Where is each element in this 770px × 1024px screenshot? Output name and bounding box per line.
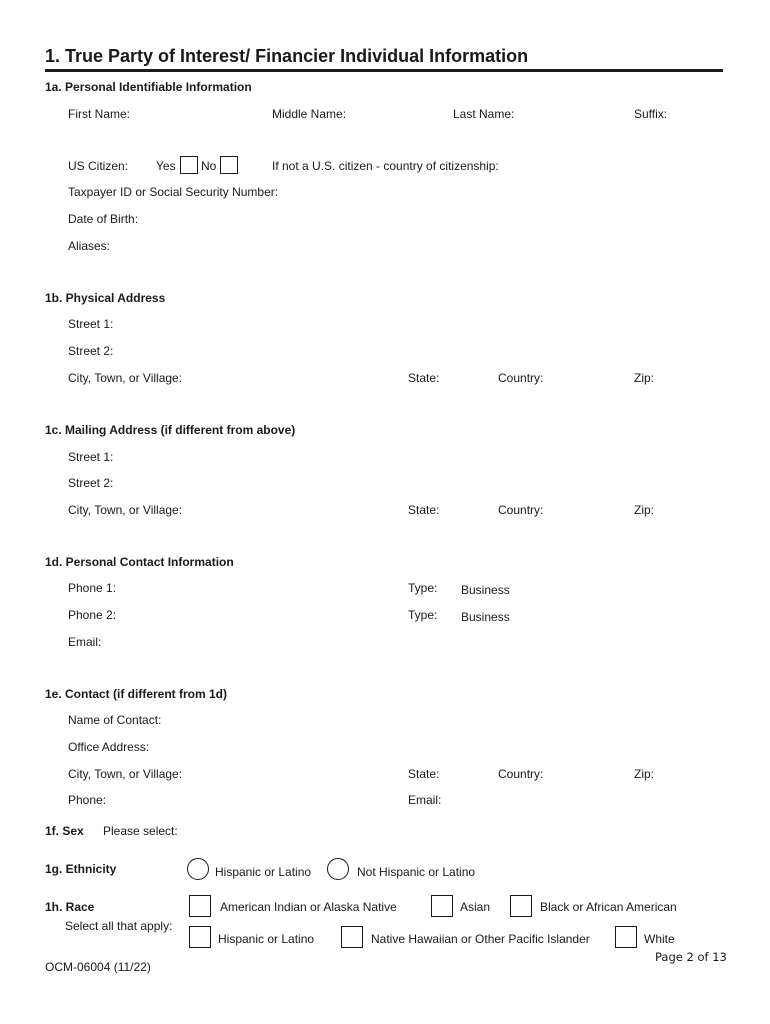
last-name-label: Last Name:: [453, 107, 515, 121]
race-hispanic-checkbox[interactable]: [189, 926, 211, 948]
section-1a-heading: 1a. Personal Identifiable Information: [45, 80, 252, 94]
ethnicity-hispanic-radio[interactable]: [187, 858, 209, 880]
race-asian-checkbox[interactable]: [431, 895, 453, 917]
contact-country-label: Country:: [498, 767, 544, 781]
race-asian-label: Asian: [460, 900, 491, 914]
race-white-label: White: [644, 932, 675, 946]
suffix-label: Suffix:: [634, 107, 668, 121]
citizenship-label: If not a U.S. citizen - country of citizenship:: [272, 159, 499, 173]
contact-zip-label: Zip:: [634, 767, 655, 781]
race-hawaiian-checkbox[interactable]: [341, 926, 363, 948]
section-1e-heading: 1e. Contact (if different from 1d): [45, 687, 228, 701]
date-of-birth-label: Date of Birth:: [68, 212, 139, 226]
us-citizen-yes-checkbox[interactable]: [180, 156, 198, 174]
physical-zip-label: Zip:: [634, 371, 655, 385]
office-address-label: Office Address:: [68, 740, 150, 754]
phone2-type-label: Type:: [408, 608, 438, 622]
form-id: OCM-06004 (11/22): [45, 960, 151, 974]
physical-country-label: Country:: [498, 371, 544, 385]
no-label: No: [201, 159, 217, 173]
contact-name-label: Name of Contact:: [68, 713, 162, 727]
race-note: Select all that apply:: [65, 919, 173, 933]
contact-state-label: State:: [408, 767, 440, 781]
aliases-label: Aliases:: [68, 239, 111, 253]
phone2-type-select[interactable]: Business: [461, 610, 510, 624]
mailing-state-label: State:: [408, 503, 440, 517]
form-title: 1. True Party of Interest/ Financier Individual Information: [45, 46, 529, 66]
race-white-checkbox[interactable]: [615, 926, 637, 948]
phone1-label: Phone 1:: [68, 581, 117, 595]
phone1-type-label: Type:: [408, 581, 438, 595]
physical-street1-label: Street 1:: [68, 317, 114, 331]
section-1g-heading: 1g. Ethnicity: [45, 862, 117, 876]
race-hispanic-label: Hispanic or Latino: [218, 932, 315, 946]
section-1b-heading: 1b. Physical Address: [45, 291, 166, 305]
mailing-city-label: City, Town, or Village:: [68, 503, 183, 517]
contact-city-label: City, Town, or Village:: [68, 767, 183, 781]
physical-state-label: State:: [408, 371, 440, 385]
section-1c-heading: 1c. Mailing Address (if different from above): [45, 423, 296, 437]
mailing-street2-label: Street 2:: [68, 476, 114, 490]
ethnicity-hispanic-label: Hispanic or Latino: [215, 865, 312, 879]
yes-label: Yes: [156, 159, 176, 173]
page-number: Page 2 of 13: [655, 950, 727, 964]
race-hawaiian-label: Native Hawaiian or Other Pacific Islander: [371, 932, 590, 946]
section-1h-heading: 1h. Race: [45, 900, 95, 914]
sex-select[interactable]: Please select:: [103, 824, 178, 838]
physical-street2-label: Street 2:: [68, 344, 114, 358]
email-label: Email:: [68, 635, 102, 649]
race-black-label: Black or African American: [540, 900, 677, 914]
section-1f-heading: 1f. Sex: [45, 824, 84, 838]
taxpayer-id-label: Taxpayer ID or Social Security Number:: [68, 185, 279, 199]
contact-email-label: Email:: [408, 793, 442, 807]
mailing-zip-label: Zip:: [634, 503, 655, 517]
us-citizen-label: US Citizen:: [68, 159, 129, 173]
first-name-label: First Name:: [68, 107, 131, 121]
mailing-country-label: Country:: [498, 503, 544, 517]
ethnicity-not-hispanic-radio[interactable]: [327, 858, 349, 880]
contact-phone-label: Phone:: [68, 793, 107, 807]
us-citizen-no-checkbox[interactable]: [220, 156, 238, 174]
middle-name-label: Middle Name:: [272, 107, 347, 121]
race-black-checkbox[interactable]: [510, 895, 532, 917]
race-american-indian-checkbox[interactable]: [189, 895, 211, 917]
phone2-label: Phone 2:: [68, 608, 117, 622]
title-rule: [45, 69, 723, 72]
section-1d-heading: 1d. Personal Contact Information: [45, 555, 234, 569]
ethnicity-not-hispanic-label: Not Hispanic or Latino: [357, 865, 476, 879]
phone1-type-select[interactable]: Business: [461, 583, 510, 597]
race-american-indian-label: American Indian or Alaska Native: [220, 900, 397, 914]
physical-city-label: City, Town, or Village:: [68, 371, 183, 385]
mailing-street1-label: Street 1:: [68, 450, 114, 464]
